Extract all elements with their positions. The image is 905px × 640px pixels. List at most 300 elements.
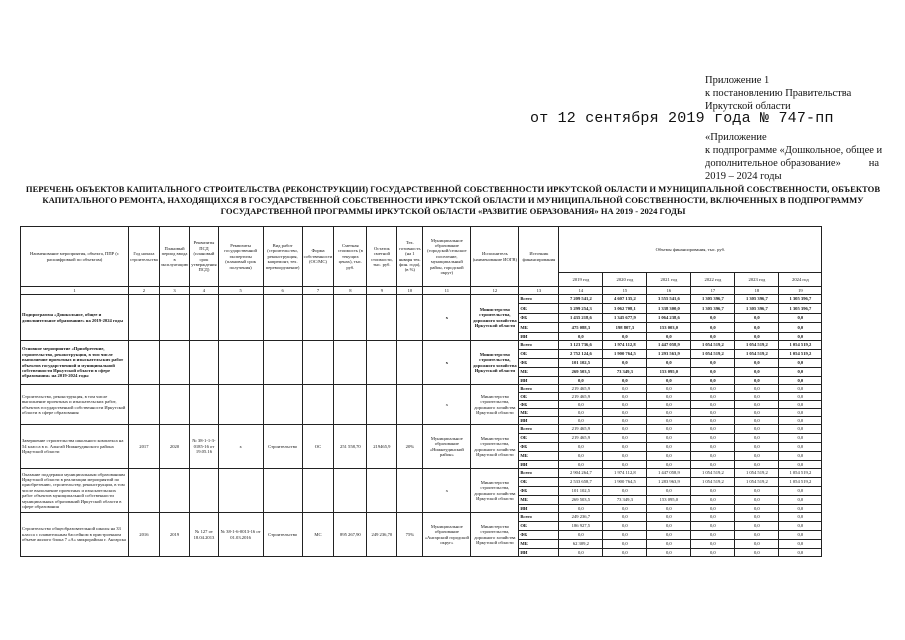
cell-amount: 0,0 (779, 452, 822, 461)
cell-amount: 0,0 (691, 461, 735, 469)
cell-amount: 0,0 (647, 333, 691, 341)
cell-amount: 0,0 (603, 487, 647, 496)
cell-amount: 0,0 (603, 443, 647, 452)
cell-amount: 0,0 (735, 443, 779, 452)
cell-amount: 0,0 (603, 505, 647, 513)
cell-year-start (129, 341, 160, 385)
cell-amount: 153 095,0 (647, 368, 691, 377)
cell-amount: 186 927,5 (559, 522, 603, 531)
cell-funding-source: ФБ (519, 531, 559, 540)
cell-amount: 475 088,3 (559, 323, 603, 333)
cell-amount: 0,0 (735, 393, 779, 401)
cell-amount: 0,0 (779, 434, 822, 443)
cell-amount: 2 904 264,7 (559, 469, 603, 478)
cell-amount: 0,0 (779, 333, 822, 341)
cell-amount: 0,0 (691, 417, 735, 425)
cell-mo: х (423, 295, 471, 341)
cell-amount: 0,0 (559, 549, 603, 557)
cell-amount: 0,0 (647, 425, 691, 434)
col-header: Плановый период ввода в эксплуатацию (159, 227, 189, 287)
cell-amount: 0,0 (779, 417, 822, 425)
cell-psd (190, 469, 218, 513)
cell-amount: 0,0 (647, 417, 691, 425)
cell-amount: 0,0 (779, 368, 822, 377)
cell-ready: 75% (397, 513, 423, 557)
cell-year-end (159, 341, 189, 385)
cell-form (302, 341, 334, 385)
appendix-line: Приложение 1 (705, 75, 770, 86)
cell-cost (334, 385, 367, 425)
cell-amount: 0,0 (691, 385, 735, 393)
cell-amount: 153 003,0 (647, 323, 691, 333)
cell-amount: 0,0 (559, 505, 603, 513)
cell-amount: 0,0 (691, 314, 735, 323)
col-header: Тех. готовность (на 1 января тек. фин. года), (в %) (397, 227, 423, 287)
cell-funding-source: ОБ (519, 522, 559, 531)
cell-funding-source: ФБ (519, 487, 559, 496)
cell-amount: 1 054 519,2 (691, 478, 735, 487)
cell-amount: 0,0 (647, 549, 691, 557)
cell-amount: 0,0 (779, 443, 822, 452)
sub-appendix-line: 2019 – 2024 годы (705, 171, 782, 182)
col-header: Исполнитель (наименование ИОГВ) (471, 227, 519, 287)
table-row (21, 341, 822, 350)
cell-amount: 0,0 (647, 385, 691, 393)
cell-amount: 7 209 541,2 (559, 295, 603, 304)
cell-funding-source: ИИ (519, 417, 559, 425)
cell-amount: 219 465,9 (559, 385, 603, 393)
cell-amount: 0,0 (691, 531, 735, 540)
cell-funding-source: Всего (519, 425, 559, 434)
cell-amount: 0,0 (647, 487, 691, 496)
cell-amount: 0,0 (779, 505, 822, 513)
cell-amount: 0,0 (691, 505, 735, 513)
cell-amount: 0,0 (735, 461, 779, 469)
cell-amount: 1 293 563,9 (647, 350, 691, 359)
cell-work (263, 295, 302, 341)
cell-amount: 198 807,3 (603, 323, 647, 333)
cell-amount: 0,0 (691, 377, 735, 385)
cell-amount: 1 064 238,6 (647, 314, 691, 323)
col-header: Год начала строительства (129, 227, 160, 287)
cell-funding-source: ФБ (519, 314, 559, 323)
table-row (21, 385, 822, 393)
cell-funding-source: МБ (519, 409, 559, 417)
cell-amount: 0,0 (603, 522, 647, 531)
cell-amount: 0,0 (691, 409, 735, 417)
title-line: КАПИТАЛЬНОГО РЕМОНТА, НАХОДЯЩИХСЯ В ГОСУДАРСТВЕННОЙ СОБСТВЕННОСТИ ИРКУТСКОЙ ОБЛАСТИ И МУНИЦИПАЛЬНОЙ СОБСТВЕННОСТИ, ВКЛЮЧЕННЫХ В ПОДПРОГРАММУ (42, 195, 864, 205)
cell-amount: 0,0 (779, 401, 822, 409)
year-header: 2020 год (603, 273, 647, 287)
cell-funding-source: Всего (519, 385, 559, 393)
cell-amount: 0,0 (603, 417, 647, 425)
table-row (21, 425, 822, 434)
cell-rest (367, 469, 397, 513)
cell-rest (367, 385, 397, 425)
cell-year-end (159, 469, 189, 513)
col-header: Муниципальное образование (городской/сельское поселение, муниципальный район, городской округ) (423, 227, 471, 287)
cell-funding-source: ОБ (519, 434, 559, 443)
cell-amount: 0,0 (647, 434, 691, 443)
cell-ready (397, 385, 423, 425)
cell-funding-source: МБ (519, 368, 559, 377)
cell-amount: 0,0 (559, 452, 603, 461)
cell-amount: 0,0 (735, 549, 779, 557)
cell-amount: 0,0 (691, 323, 735, 333)
cell-amount: 1 054 519,2 (779, 350, 822, 359)
title-line: ГОСУДАРСТВЕННОЙ ПРОГРАММЫ ИРКУТСКОЙ ОБЛАСТИ «РАЗВИТИЕ ОБРАЗОВАНИЯ» НА 2019 - 2024 ГОДЫ (220, 206, 686, 216)
cell-amount: 0,0 (735, 368, 779, 377)
cell-amount: 0,0 (647, 401, 691, 409)
cell-amount: 0,0 (647, 377, 691, 385)
cell-year-start: 2017 (129, 425, 160, 469)
cell-funding-source: ОБ (519, 478, 559, 487)
cell-amount: 0,0 (735, 513, 779, 522)
cell-amount: 1 054 519,2 (735, 350, 779, 359)
cell-amount: 0,0 (779, 314, 822, 323)
cell-cost (334, 295, 367, 341)
cell-amount: 269 503,5 (559, 368, 603, 377)
cell-amount: 62 309,2 (559, 540, 603, 549)
cell-funding-source: ФБ (519, 401, 559, 409)
cell-amount: 0,0 (647, 513, 691, 522)
cell-amount: 0,0 (603, 540, 647, 549)
col-number: 11 (423, 287, 471, 295)
col-header: Форма собственности (ОС/МС) (302, 227, 334, 287)
cell-amount: 0,0 (779, 323, 822, 333)
cell-amount: 2 533 658,7 (559, 478, 603, 487)
cell-amount: 3 555 541,6 (647, 295, 691, 304)
cell-year-end (159, 295, 189, 341)
cell-amount: 1 305 396,7 (691, 304, 735, 314)
cell-cost: 895 267,90 (334, 513, 367, 557)
cell-amount: 0,0 (735, 425, 779, 434)
cell-amount: 0,0 (779, 522, 822, 531)
cell-amount: 0,0 (735, 522, 779, 531)
cell-amount: 0,0 (691, 333, 735, 341)
cell-expertise (218, 385, 263, 425)
cell-amount: 1 338 300,0 (647, 304, 691, 314)
cell-amount: 0,0 (735, 409, 779, 417)
cell-year-start (129, 385, 160, 425)
cell-amount: 0,0 (647, 522, 691, 531)
cell-amount: 0,0 (779, 549, 822, 557)
cell-psd: № 127 от 18.04.2013 (190, 513, 218, 557)
cell-amount: 1 345 677,9 (603, 314, 647, 323)
cell-amount: 1 305 396,7 (691, 295, 735, 304)
col-number: 15 (603, 287, 647, 295)
col-number: 9 (367, 287, 397, 295)
cell-amount: 0,0 (691, 549, 735, 557)
col-header: Источник финансирования (519, 227, 559, 287)
cell-amount: 0,0 (735, 333, 779, 341)
cell-amount: 1 900 764,5 (603, 478, 647, 487)
cell-rest: 219465,9 (367, 425, 397, 469)
cell-amount: 0,0 (603, 549, 647, 557)
cell-amount: 1 974 112,8 (603, 341, 647, 350)
cell-amount: 1 054 519,2 (735, 469, 779, 478)
cell-amount: 0,0 (691, 540, 735, 549)
document-title (22, 184, 884, 217)
col-number: 4 (190, 287, 218, 295)
cell-form: МС (302, 513, 334, 557)
col-header: Сметная стоимость (в текущих ценах), тыс. руб. (334, 227, 367, 287)
cell-year-end: 2019 (159, 513, 189, 557)
cell-funding-source: ФБ (519, 443, 559, 452)
cell-amount: 0,0 (559, 461, 603, 469)
col-number: 18 (735, 287, 779, 295)
cell-year-end (159, 385, 189, 425)
cell-amount: 0,0 (779, 359, 822, 368)
year-header: 2021 год (647, 273, 691, 287)
cell-amount: 0,0 (603, 434, 647, 443)
cell-amount: 0,0 (779, 409, 822, 417)
cell-expertise: х (218, 425, 263, 469)
title-line: ПЕРЕЧЕНЬ ОБЪЕКТОВ КАПИТАЛЬНОГО СТРОИТЕЛЬСТВА (РЕКОНСТРУКЦИИ) ГОСУДАРСТВЕННОЙ СОБСТВЕННОСТИ ИРКУТСКОЙ ОБЛАСТИ И МУНИЦИПАЛЬНОЙ СОБСТВЕННОСТИ, ОБЪЕКТОВ (25, 184, 881, 194)
cell-amount: 0,0 (735, 487, 779, 496)
cell-amount: 0,0 (691, 443, 735, 452)
cell-amount: 0,0 (691, 368, 735, 377)
cell-expertise (218, 341, 263, 385)
cell-amount: 1 305 396,7 (779, 295, 822, 304)
cell-funding-source: ОБ (519, 393, 559, 401)
cell-funding-source: Всего (519, 295, 559, 304)
cell-amount: 0,0 (647, 409, 691, 417)
col-number: 14 (559, 287, 603, 295)
cell-psd: № 38-1-1-3-0185-16 от 19.05.16 (190, 425, 218, 469)
col-header: Реквизиты ПСД (плановый срок утверждения ПСД) (190, 227, 218, 287)
cell-amount: 0,0 (603, 425, 647, 434)
col-number: 3 (159, 287, 189, 295)
cell-name: Завершение строительства школьного комплекса на 54 класса в п. Алыгай Нижнеудинского района Иркутской области (21, 425, 129, 469)
cell-amount: 0,0 (735, 385, 779, 393)
cell-name: Подпрограмма «Дошкольное, общее и дополнительное образование» на 2019-2024 годы (21, 295, 129, 341)
cell-ready: 20% (397, 425, 423, 469)
cell-amount: 1 054 519,2 (779, 478, 822, 487)
cell-funding-source: ОБ (519, 350, 559, 359)
col-number: 16 (647, 287, 691, 295)
cell-amount: 0,0 (779, 531, 822, 540)
col-number: 5 (218, 287, 263, 295)
cell-work (263, 341, 302, 385)
cell-amount: 0,0 (647, 393, 691, 401)
cell-amount: 153 095,0 (647, 496, 691, 505)
table-row (21, 295, 822, 304)
cell-amount: 1 054 519,2 (735, 478, 779, 487)
cell-amount: 0,0 (559, 409, 603, 417)
cell-amount: 1 900 764,5 (603, 350, 647, 359)
cell-work (263, 469, 302, 513)
cell-amount: 0,0 (779, 425, 822, 434)
cell-amount: 1 974 112,8 (603, 469, 647, 478)
cell-amount: 249 236,7 (559, 513, 603, 522)
cell-amount: 0,0 (647, 359, 691, 368)
cell-amount: 0,0 (691, 487, 735, 496)
cell-mo: х (423, 469, 471, 513)
cell-amount: 0,0 (559, 417, 603, 425)
col-header: Реквизиты государственной экспертизы (плановый срок получения) (218, 227, 263, 287)
cell-amount: 5 299 254,3 (559, 304, 603, 314)
cell-amount: 1 305 396,7 (735, 295, 779, 304)
sub-appendix-na: на (868, 158, 879, 169)
col-header: Остаток сметной стоимости, тыс. руб. (367, 227, 397, 287)
cell-amount: 4 607 135,2 (603, 295, 647, 304)
col-number: 1 (21, 287, 129, 295)
cell-amount: 1 054 519,2 (779, 469, 822, 478)
cell-funding-source: ОБ (519, 304, 559, 314)
cell-amount: 73 349,3 (603, 496, 647, 505)
cell-amount: 0,0 (691, 513, 735, 522)
cell-exec: Министерство строительства, дорожного хозяйства Иркутской области (471, 469, 519, 513)
cell-amount: 0,0 (691, 522, 735, 531)
cell-psd (190, 385, 218, 425)
cell-form (302, 385, 334, 425)
cell-amount: 0,0 (735, 505, 779, 513)
cell-amount: 0,0 (603, 333, 647, 341)
appendix-line: к постановлению Правительства (705, 88, 852, 99)
cell-ready (397, 341, 423, 385)
cell-amount: 0,0 (779, 393, 822, 401)
cell-rest (367, 341, 397, 385)
cell-amount: 0,0 (779, 496, 822, 505)
cell-amount: 0,0 (647, 531, 691, 540)
cell-amount: 0,0 (691, 359, 735, 368)
cell-year-end: 2020 (159, 425, 189, 469)
table-header-row (21, 227, 822, 273)
cell-amount: 0,0 (647, 452, 691, 461)
cell-year-start: 2016 (129, 513, 160, 557)
sub-appendix-line: «Приложение (705, 132, 767, 143)
cell-expertise (218, 295, 263, 341)
table-row (21, 513, 822, 522)
cell-amount: 1 054 519,2 (691, 341, 735, 350)
cell-amount: 1 447 058,9 (647, 341, 691, 350)
cell-year-start (129, 469, 160, 513)
cell-name: Оказание поддержки муниципальным образованиям Иркутской области в реализации мероприятий по приобретению, строительству, реконструкции, в том числе выполнение проектных и изыскательских работ объектов муниципальной собственности муниципальных образований Иркутской области в сфере образования (21, 469, 129, 513)
cell-amount: 0,0 (735, 417, 779, 425)
cell-amount: 1 435 218,6 (559, 314, 603, 323)
cell-amount: 219 465,9 (559, 425, 603, 434)
col-number: 8 (334, 287, 367, 295)
cell-amount: 0,0 (691, 496, 735, 505)
cell-amount: 0,0 (779, 487, 822, 496)
cell-amount: 0,0 (779, 540, 822, 549)
appendix-line: Иркутской области (705, 101, 791, 112)
cell-amount: 1 054 519,2 (691, 469, 735, 478)
cell-rest: 249 236,70 (367, 513, 397, 557)
cell-funding-source: ИИ (519, 377, 559, 385)
cell-funding-source: МБ (519, 496, 559, 505)
cell-exec: Министерство строительства, дорожного хозяйства Иркутской области (471, 295, 519, 341)
cell-amount: 0,0 (779, 385, 822, 393)
sub-appendix-line: к подпрограмме «Дошкольное, общее и (705, 145, 883, 156)
cell-amount: 0,0 (735, 496, 779, 505)
cell-amount: 0,0 (735, 531, 779, 540)
cell-amount: 0,0 (603, 393, 647, 401)
cell-amount: 0,0 (603, 359, 647, 368)
cell-amount: 0,0 (779, 377, 822, 385)
col-number: 6 (263, 287, 302, 295)
cell-amount: 0,0 (691, 434, 735, 443)
cell-amount: 0,0 (603, 452, 647, 461)
cell-amount: 0,0 (691, 425, 735, 434)
cell-amount: 0,0 (603, 409, 647, 417)
cell-amount: 0,0 (603, 461, 647, 469)
col-header: Вид работ (строительство, реконструкция, капремонт, тех. перевооружение) (263, 227, 302, 287)
cell-amount: 219 465,9 (559, 434, 603, 443)
cell-amount: 1 305 396,7 (779, 304, 822, 314)
col-header-financing: Объемы финансирования, тыс. руб. (559, 227, 822, 273)
col-number: 12 (471, 287, 519, 295)
cell-amount: 219 465,9 (559, 393, 603, 401)
cell-amount: 101 102,5 (559, 487, 603, 496)
cell-name: Строительство общеобразовательной школы на 33 класса с плавательным бассейном в пристроенном объеме жилого блока 7 «А» микрорайона г. Ангарска (21, 513, 129, 557)
cell-name: Строительство, реконструкция, в том числе выполнение проектных и изыскательских работ, объектов государственной собственности Иркутской области в сфере образования (21, 385, 129, 425)
cell-year-start (129, 295, 160, 341)
cell-amount: 3 062 708,1 (603, 304, 647, 314)
cell-cost: 251 558,70 (334, 425, 367, 469)
cell-psd (190, 341, 218, 385)
appendix-header (705, 74, 851, 113)
cell-amount: 2 752 124,6 (559, 350, 603, 359)
cell-funding-source: Всего (519, 469, 559, 478)
cell-exec: Министерство строительства, дорожного хозяйства Иркутской области (471, 513, 519, 557)
cell-amount: 0,0 (779, 513, 822, 522)
cell-psd (190, 295, 218, 341)
cell-amount: 0,0 (735, 452, 779, 461)
cell-form (302, 295, 334, 341)
cell-funding-source: ФБ (519, 359, 559, 368)
column-number-row (21, 287, 822, 295)
col-number: 19 (779, 287, 822, 295)
cell-amount: 0,0 (647, 540, 691, 549)
col-header: Наименование мероприятия, объекта, ППР (с расшифровкой по объектам) (21, 227, 129, 287)
cell-amount: 269 503,5 (559, 496, 603, 505)
cell-mo: х (423, 341, 471, 385)
cell-exec: Министерство строительства, дорожного хозяйства Иркутской области (471, 385, 519, 425)
year-header: 2022 год (691, 273, 735, 287)
cell-cost (334, 341, 367, 385)
cell-funding-source: МБ (519, 452, 559, 461)
cell-amount: 73 349,3 (603, 368, 647, 377)
cell-mo: х (423, 385, 471, 425)
cell-amount: 0,0 (647, 443, 691, 452)
cell-amount: 0,0 (735, 323, 779, 333)
cell-name: Основное мероприятие «Приобретение, строительство, реконструкция, в том числе выполнение проектных и изыскательских работ объектов государственной и муниципальной собственности Иркутской области в сфере образования» на 2019-2024 годы (21, 341, 129, 385)
cell-exec: Министерство строительства, дорожного хозяйства Иркутской области (471, 425, 519, 469)
cell-amount: 0,0 (603, 377, 647, 385)
cell-mo: Муниципальное образование «Ангарский городской округ» (423, 513, 471, 557)
cell-amount: 101 102,5 (559, 359, 603, 368)
cell-amount: 0,0 (603, 401, 647, 409)
cell-work: Строительство (263, 425, 302, 469)
cell-funding-source: ИИ (519, 505, 559, 513)
table-row (21, 469, 822, 478)
objects-table (20, 226, 822, 557)
cell-amount: 0,0 (559, 401, 603, 409)
cell-amount: 0,0 (735, 540, 779, 549)
sub-appendix-line-wrap (705, 157, 885, 170)
cell-cost (334, 469, 367, 513)
cell-amount: 0,0 (735, 401, 779, 409)
cell-expertise (218, 469, 263, 513)
col-number: 10 (397, 287, 423, 295)
cell-rest (367, 295, 397, 341)
cell-amount: 1 054 519,2 (779, 341, 822, 350)
cell-ready (397, 469, 423, 513)
cell-funding-source: Всего (519, 341, 559, 350)
decree-date: от 12 сентября 2019 года № 747-пп (530, 110, 834, 127)
